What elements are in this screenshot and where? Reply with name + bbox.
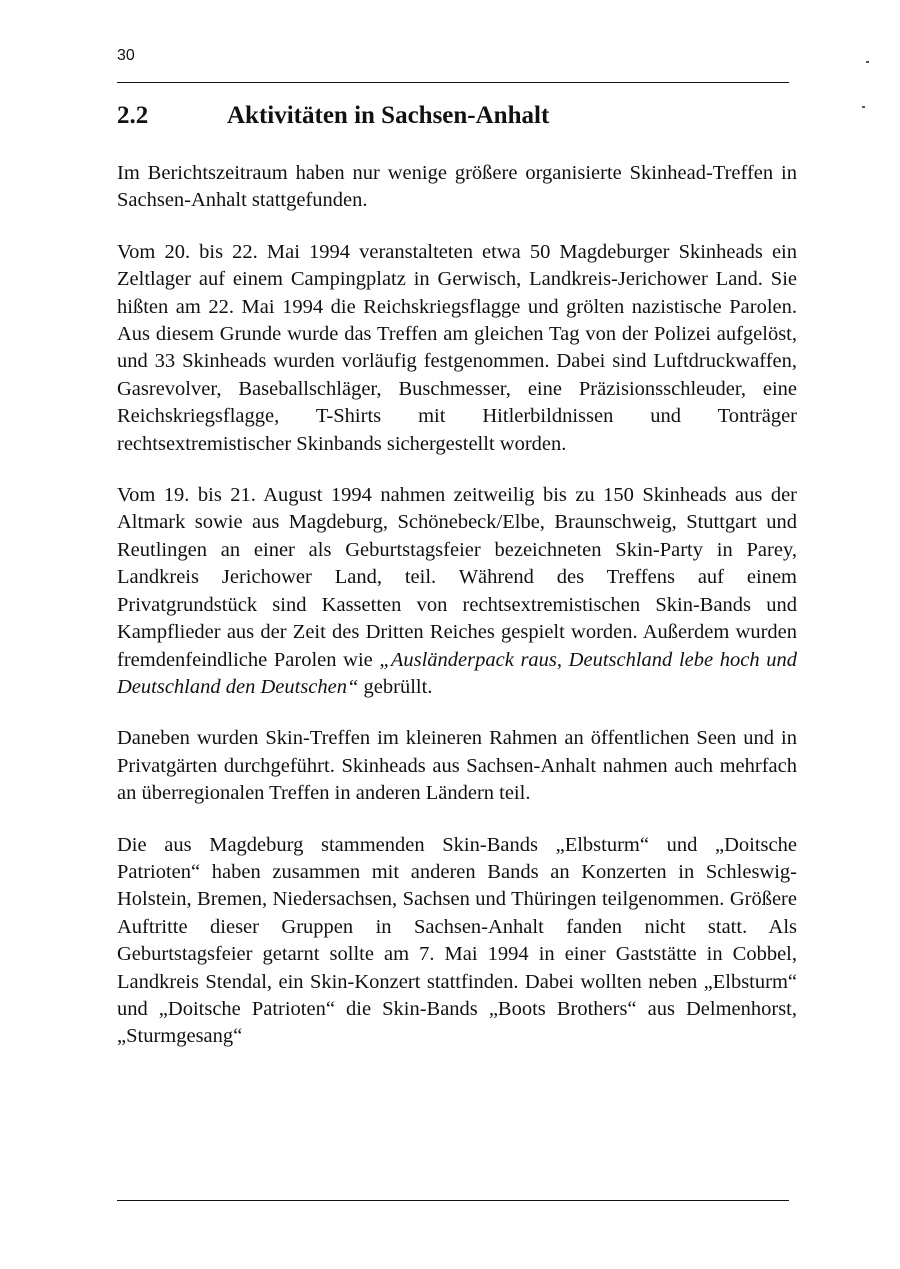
- section-heading: [117, 100, 549, 132]
- paragraph-3-quote: „Ausländerpack raus, Deutschland lebe hoch und Deutschland den Deutschen“: [117, 648, 797, 698]
- paragraph-3-text: Vom 19. bis 21. August 1994 nahmen zeitweilig bis zu 150 Skinheads aus der Altmark sowie aus Magdeburg, Schönebeck/Elbe, Braunschweig, Stuttgart und Reutlingen an einer als Geburtstagsfeier bezeichneten Skin-Party in Parey, Landkreis Jerichower Land, teil. Während des Treffens auf einem Privatgrundstück sind Kassetten von rechtsextremistischen Skin-Bands und Kampflieder aus der Zeit des Dritten Reiches gespielt worden. Außerdem wurden fremdenfeindliche Parolen wie: [117, 484, 797, 671]
- page-number: 30: [117, 47, 135, 64]
- paragraph-3: [117, 482, 797, 701]
- paragraph-5: Die aus Magdeburg stammenden Skin-Bands „Elbsturm“ und „Doitsche Patrioten“ haben zusammen mit anderen Bands an Konzerten in Schleswig-Holstein, Bremen, Niedersachsen, Sachsen und Thüringen teilgenommen. Größere Auftritte dieser Gruppen in Sachsen-Anhalt fanden nicht statt. Als Geburtstagsfeier getarnt sollte am 7. Mai 1994 in einer Gaststätte in Cobbel, Landkreis Stendal, ein Skin-Konzert stattfinden. Dabei wollten neben „Elbsturm“ und „Doitsche Patrioten“ die Skin-Bands „Boots Brothers“ aus Delmenhorst, „Sturmgesang“: [117, 833, 797, 1048]
- scan-speck: [862, 106, 865, 108]
- scan-speck: [866, 61, 869, 63]
- footer-rule: [117, 1200, 789, 1201]
- paragraph-2: Vom 20. bis 22. Mai 1994 veranstalteten etwa 50 Magdeburger Skinheads ein Zeltlager auf einem Campingplatz in Gerwisch, Landkreis-Jerichower Land. Sie hißten am 22. Mai 1994 die Reichskriegsflagge und grölten nazistische Parolen. Aus diesem Grunde wurde das Treffen am gleichen Tag von der Polizei aufgelöst, und 33 Skinheads wurden vorläufig festgenommen. Dabei sind Luftdruckwaffen, Gasrevolver, Baseballschläger, Buschmesser, eine Präzisionsschleuder, eine Reichskriegsflagge, T-Shirts mit Hitlerbildnissen und Tonträger rechtsextremistischer Skinbands sichergestellt worden.: [117, 240, 797, 455]
- paragraph-3-text-end: gebrüllt.: [358, 675, 433, 698]
- section-number: 2.2: [117, 102, 149, 129]
- section-title: Aktivitäten in Sachsen-Anhalt: [227, 102, 550, 129]
- paragraph-1: Im Berichtszeitraum haben nur wenige größere organisierte Skinhead-Treffen in Sachsen-Anhalt stattgefunden.: [117, 162, 797, 212]
- header-rule: [117, 82, 789, 83]
- body-text: [117, 160, 797, 1051]
- paragraph-4: Daneben wurden Skin-Treffen im kleineren Rahmen an öffentlichen Seen und in Privatgärten durchgeführt. Skinheads aus Sachsen-Anhalt nahmen auch mehrfach an überregionalen Treffen in anderen Ländern teil.: [117, 727, 797, 805]
